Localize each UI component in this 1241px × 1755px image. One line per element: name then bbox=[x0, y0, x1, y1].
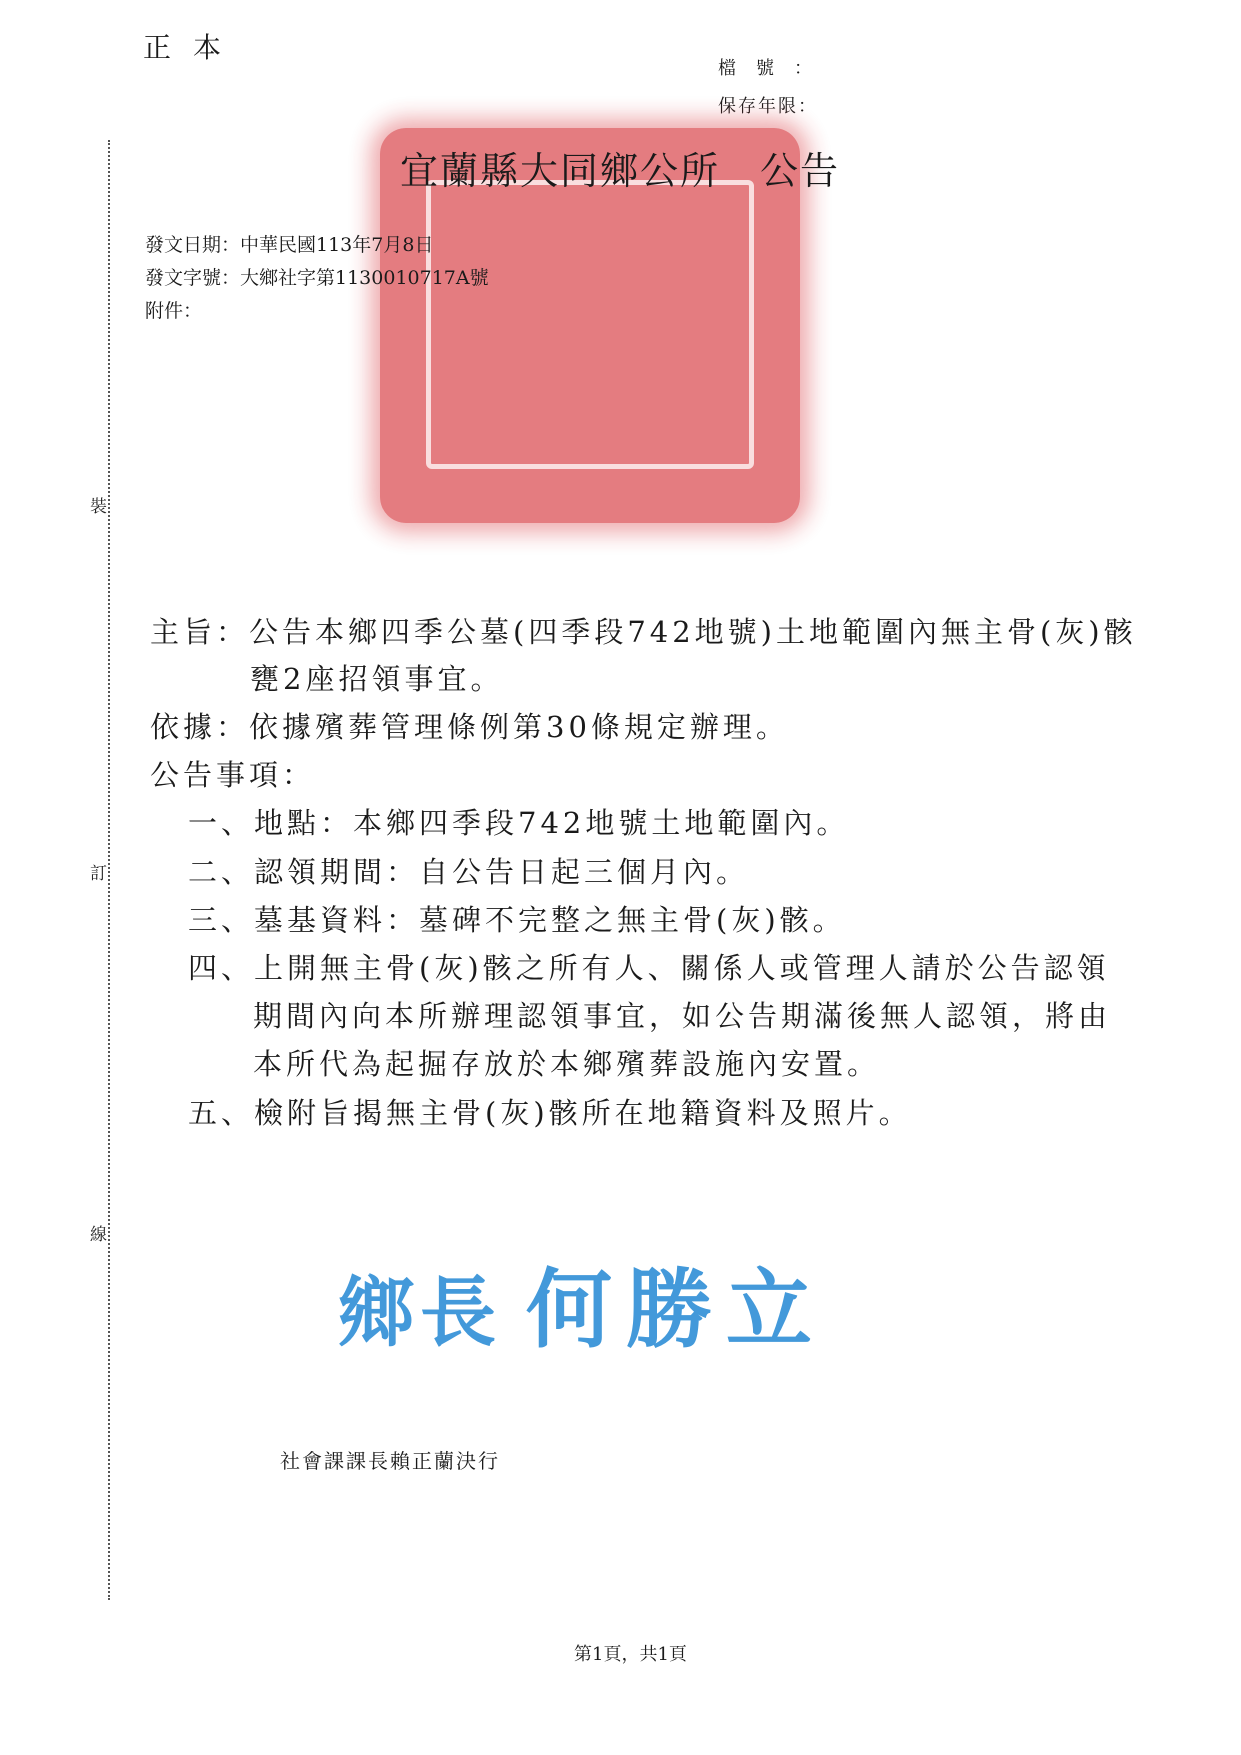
binding-char-xian: 線 bbox=[90, 1216, 107, 1249]
issue-date: 發文日期：中華民國113年7月8日 bbox=[145, 234, 434, 256]
binding-char-ding: 訂 bbox=[90, 855, 107, 888]
item-4-line-2: 期間內向本所辦理認領事宜，如公告期滿後無人認領，將由 bbox=[253, 999, 1112, 1033]
official-seal-border bbox=[426, 180, 754, 469]
file-number-label: 檔號： bbox=[718, 58, 832, 79]
binding-margin-line bbox=[108, 140, 110, 1600]
item-2: 二、認領期間：自公告日起三個月內。 bbox=[188, 855, 750, 889]
chief-signature-stamp bbox=[338, 1240, 826, 1364]
item-5: 五、檢附旨揭無主骨(灰)骸所在地籍資料及照片。 bbox=[188, 1096, 912, 1130]
items-heading: 公告事項： bbox=[150, 758, 316, 792]
attachment-label: 附件： bbox=[145, 300, 203, 322]
chief-title: 鄉長 bbox=[338, 1268, 502, 1357]
item-1: 一、地點：本鄉四季段742地號土地範圍內。 bbox=[188, 806, 850, 840]
item-4-line-1: 四、上開無主骨(灰)骸之所有人、關係人或管理人請於公告認領 bbox=[188, 951, 1110, 985]
document-title: 宜蘭縣大同鄉公所 公告 bbox=[400, 149, 841, 193]
chief-name: 何勝立 bbox=[526, 1259, 826, 1360]
subject-line-2: 甕2座招領事宜。 bbox=[250, 662, 504, 696]
copy-mark: 正本 bbox=[143, 31, 244, 64]
binding-char-zhuang: 裝 bbox=[90, 488, 107, 521]
retention-period-label: 保存年限： bbox=[718, 96, 818, 117]
delegation-note: 社會課課長賴正蘭決行 bbox=[280, 1449, 500, 1473]
reference-number: 發文字號：大鄉社字第1130010717A號 bbox=[145, 267, 489, 289]
page-number: 第1頁，共1頁 bbox=[574, 1644, 687, 1665]
subject-line-1: 主旨：公告本鄉四季公墓(四季段742地號)土地範圍內無主骨(灰)骸 bbox=[150, 615, 1137, 649]
item-4-line-3: 本所代為起掘存放於本鄉殯葬設施內安置。 bbox=[253, 1047, 881, 1081]
basis-line: 依據：依據殯葬管理條例第30條規定辦理。 bbox=[150, 710, 789, 744]
item-3: 三、墓基資料：墓碑不完整之無主骨(灰)骸。 bbox=[188, 903, 846, 937]
